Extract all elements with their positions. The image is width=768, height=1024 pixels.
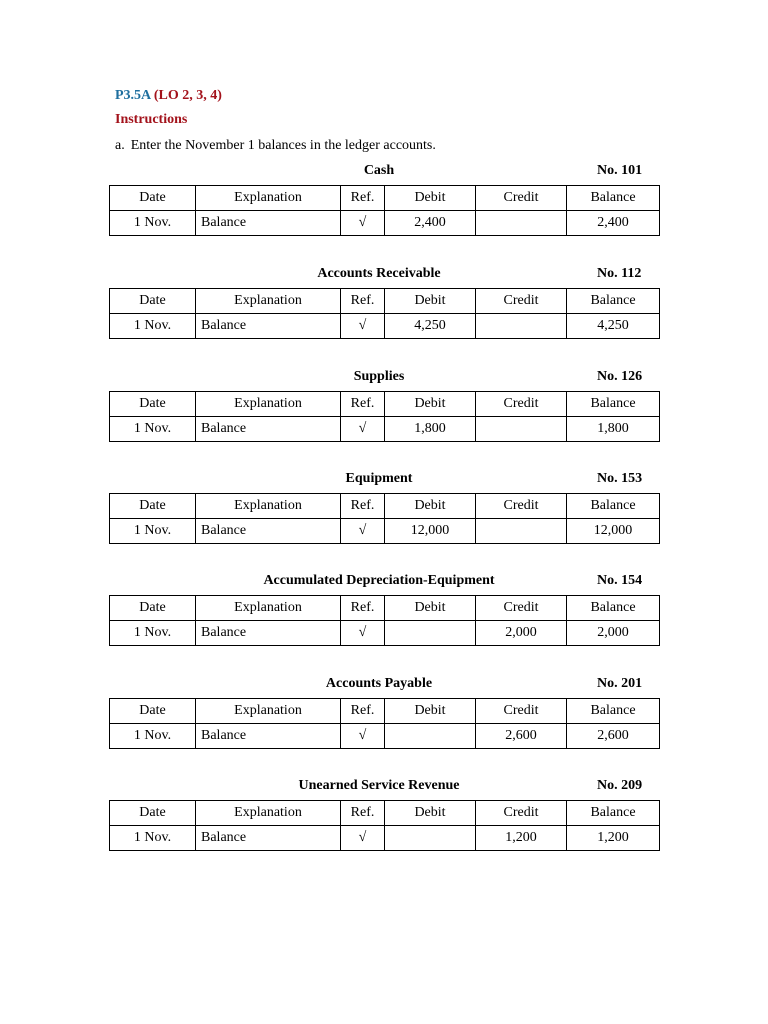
column-header-ref: Ref. bbox=[341, 699, 385, 724]
account-title bbox=[109, 778, 659, 800]
column-header-credit: Credit bbox=[476, 494, 567, 519]
column-header-date: Date bbox=[110, 596, 196, 621]
column-header-debit: Debit bbox=[385, 596, 476, 621]
cell-credit bbox=[476, 519, 567, 544]
cell-ref: √ bbox=[341, 519, 385, 544]
table-row bbox=[110, 621, 660, 646]
cell-explanation: Balance bbox=[196, 314, 341, 339]
cell-debit: 4,250 bbox=[385, 314, 476, 339]
learning-objectives: (LO 2, 3, 4) bbox=[153, 88, 222, 103]
cell-ref: √ bbox=[341, 314, 385, 339]
cell-balance: 2,000 bbox=[567, 621, 660, 646]
cell-debit bbox=[385, 826, 476, 851]
column-header-ref: Ref. bbox=[341, 392, 385, 417]
account-name: Accounts Receivable bbox=[317, 266, 441, 281]
cell-ref: √ bbox=[341, 826, 385, 851]
column-header-balance: Balance bbox=[567, 494, 660, 519]
cell-explanation: Balance bbox=[196, 621, 341, 646]
cell-date: 1 Nov. bbox=[110, 724, 196, 749]
step-text: Enter the November 1 balances in the ledger accounts. bbox=[130, 138, 436, 153]
column-header-debit: Debit bbox=[385, 289, 476, 314]
account-title bbox=[109, 471, 659, 493]
cell-ref: √ bbox=[341, 417, 385, 442]
cell-debit bbox=[385, 724, 476, 749]
cell-ref: √ bbox=[341, 211, 385, 236]
table-row bbox=[110, 417, 660, 442]
column-header-balance: Balance bbox=[567, 596, 660, 621]
cell-debit: 2,400 bbox=[385, 211, 476, 236]
column-header-date: Date bbox=[110, 699, 196, 724]
column-header-explanation: Explanation bbox=[196, 596, 341, 621]
ledger-account-cash bbox=[109, 163, 659, 236]
instructions-label: Instructions bbox=[115, 112, 188, 127]
column-header-date: Date bbox=[110, 289, 196, 314]
column-header-credit: Credit bbox=[476, 186, 567, 211]
column-header-date: Date bbox=[110, 392, 196, 417]
table-row bbox=[110, 314, 660, 339]
column-header-explanation: Explanation bbox=[196, 392, 341, 417]
cell-balance: 12,000 bbox=[567, 519, 660, 544]
ledger-account-supplies bbox=[109, 369, 659, 442]
column-header-credit: Credit bbox=[476, 801, 567, 826]
account-number: No. 126 bbox=[597, 369, 643, 384]
cell-date: 1 Nov. bbox=[110, 314, 196, 339]
ledger-table bbox=[109, 698, 660, 749]
column-header-ref: Ref. bbox=[341, 186, 385, 211]
column-header-ref: Ref. bbox=[341, 801, 385, 826]
column-header-balance: Balance bbox=[567, 186, 660, 211]
cell-debit: 12,000 bbox=[385, 519, 476, 544]
cell-ref: √ bbox=[341, 724, 385, 749]
account-number: No. 112 bbox=[597, 266, 642, 281]
account-title bbox=[109, 163, 659, 185]
column-header-credit: Credit bbox=[476, 289, 567, 314]
column-header-debit: Debit bbox=[385, 186, 476, 211]
header-row bbox=[110, 494, 660, 519]
cell-explanation: Balance bbox=[196, 519, 341, 544]
header-row bbox=[110, 596, 660, 621]
header-row bbox=[110, 801, 660, 826]
cell-explanation: Balance bbox=[196, 211, 341, 236]
column-header-ref: Ref. bbox=[341, 289, 385, 314]
account-title bbox=[109, 369, 659, 391]
column-header-date: Date bbox=[110, 494, 196, 519]
cell-balance: 1,200 bbox=[567, 826, 660, 851]
cell-date: 1 Nov. bbox=[110, 826, 196, 851]
column-header-debit: Debit bbox=[385, 392, 476, 417]
cell-date: 1 Nov. bbox=[110, 417, 196, 442]
ledger-account-unearned-service-revenue bbox=[109, 778, 659, 851]
problem-code: P3.5A bbox=[115, 88, 151, 103]
cell-credit: 2,000 bbox=[476, 621, 567, 646]
account-name: Accumulated Depreciation-Equipment bbox=[263, 573, 495, 588]
cell-debit bbox=[385, 621, 476, 646]
column-header-debit: Debit bbox=[385, 699, 476, 724]
account-number: No. 201 bbox=[597, 676, 643, 691]
cell-balance: 2,600 bbox=[567, 724, 660, 749]
column-header-explanation: Explanation bbox=[196, 699, 341, 724]
problem-heading bbox=[115, 88, 222, 104]
cell-credit bbox=[476, 417, 567, 442]
step-letter: a. bbox=[115, 138, 125, 153]
table-row bbox=[110, 826, 660, 851]
account-title bbox=[109, 676, 659, 698]
cell-explanation: Balance bbox=[196, 417, 341, 442]
account-title bbox=[109, 266, 659, 288]
account-number: No. 153 bbox=[597, 471, 643, 486]
column-header-credit: Credit bbox=[476, 596, 567, 621]
cell-date: 1 Nov. bbox=[110, 621, 196, 646]
ledger-table bbox=[109, 493, 660, 544]
ledger-table bbox=[109, 288, 660, 339]
table-row bbox=[110, 519, 660, 544]
column-header-balance: Balance bbox=[567, 699, 660, 724]
ledger-account-accumulated-depreciation bbox=[109, 573, 659, 646]
column-header-debit: Debit bbox=[385, 494, 476, 519]
account-name: Unearned Service Revenue bbox=[298, 778, 460, 793]
column-header-credit: Credit bbox=[476, 699, 567, 724]
cell-date: 1 Nov. bbox=[110, 519, 196, 544]
ledger-table bbox=[109, 391, 660, 442]
cell-credit: 2,600 bbox=[476, 724, 567, 749]
column-header-debit: Debit bbox=[385, 801, 476, 826]
cell-balance: 4,250 bbox=[567, 314, 660, 339]
column-header-explanation: Explanation bbox=[196, 801, 341, 826]
cell-credit bbox=[476, 211, 567, 236]
column-header-balance: Balance bbox=[567, 801, 660, 826]
ledger-account-equipment bbox=[109, 471, 659, 544]
column-header-balance: Balance bbox=[567, 392, 660, 417]
cell-balance: 1,800 bbox=[567, 417, 660, 442]
account-name: Cash bbox=[363, 163, 395, 178]
cell-balance: 2,400 bbox=[567, 211, 660, 236]
column-header-balance: Balance bbox=[567, 289, 660, 314]
header-row bbox=[110, 186, 660, 211]
header-row bbox=[110, 289, 660, 314]
cell-explanation: Balance bbox=[196, 724, 341, 749]
column-header-ref: Ref. bbox=[341, 494, 385, 519]
account-name: Supplies bbox=[353, 369, 405, 384]
cell-explanation: Balance bbox=[196, 826, 341, 851]
ledger-table bbox=[109, 595, 660, 646]
header-row bbox=[110, 699, 660, 724]
ledger-table bbox=[109, 800, 660, 851]
account-number: No. 154 bbox=[597, 573, 643, 588]
column-header-date: Date bbox=[110, 186, 196, 211]
cell-ref: √ bbox=[341, 621, 385, 646]
account-number: No. 209 bbox=[597, 778, 643, 793]
table-row bbox=[110, 724, 660, 749]
cell-date: 1 Nov. bbox=[110, 211, 196, 236]
account-name: Accounts Payable bbox=[325, 676, 433, 691]
table-row bbox=[110, 211, 660, 236]
ledger-account-accounts-payable bbox=[109, 676, 659, 749]
column-header-explanation: Explanation bbox=[196, 494, 341, 519]
column-header-explanation: Explanation bbox=[196, 186, 341, 211]
column-header-date: Date bbox=[110, 801, 196, 826]
ledger-table bbox=[109, 185, 660, 236]
cell-credit bbox=[476, 314, 567, 339]
header-row bbox=[110, 392, 660, 417]
ledger-account-accounts-receivable bbox=[109, 266, 659, 339]
account-number: No. 101 bbox=[597, 163, 643, 178]
account-title bbox=[109, 573, 659, 595]
column-header-ref: Ref. bbox=[341, 596, 385, 621]
account-name: Equipment bbox=[345, 471, 413, 486]
cell-debit: 1,800 bbox=[385, 417, 476, 442]
cell-credit: 1,200 bbox=[476, 826, 567, 851]
column-header-explanation: Explanation bbox=[196, 289, 341, 314]
column-header-credit: Credit bbox=[476, 392, 567, 417]
instruction-step bbox=[115, 138, 436, 154]
